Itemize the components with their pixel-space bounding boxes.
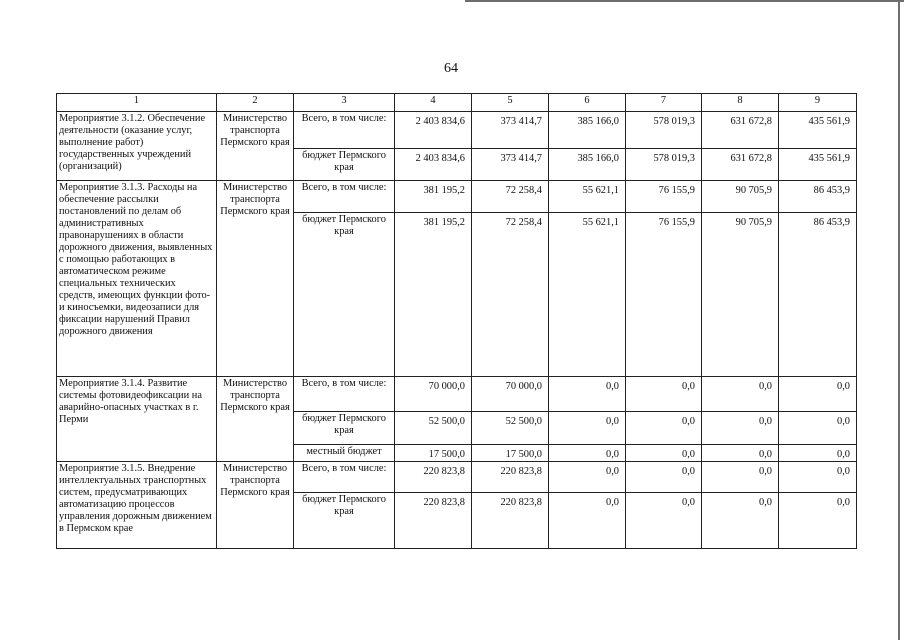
amount-cell: 76 155,9 xyxy=(626,213,702,377)
amount-cell: 0,0 xyxy=(626,493,702,549)
funding-source-cell: бюджет Пермского края xyxy=(294,149,395,181)
amount-cell: 0,0 xyxy=(549,377,626,412)
amount-cell: 578 019,3 xyxy=(626,112,702,149)
funding-source-cell: местный бюджет xyxy=(294,445,395,462)
amount-cell: 0,0 xyxy=(779,377,857,412)
amount-cell: 220 823,8 xyxy=(395,493,472,549)
executor-cell: Министерство транспорта Пермского края xyxy=(217,377,294,462)
amount-cell: 90 705,9 xyxy=(702,181,779,213)
measure-name-cell: Мероприятие 3.1.4. Развитие системы фотовидеофиксации на аварийно-опасных участках в г. Перми xyxy=(57,377,217,462)
amount-cell: 55 621,1 xyxy=(549,213,626,377)
amount-cell: 0,0 xyxy=(626,462,702,493)
amount-cell: 0,0 xyxy=(779,445,857,462)
amount-cell: 72 258,4 xyxy=(472,181,549,213)
amount-cell: 220 823,8 xyxy=(472,493,549,549)
funding-source-cell: бюджет Пермского края xyxy=(294,412,395,445)
funding-source-cell: Всего, в том числе: xyxy=(294,181,395,213)
executor-cell: Министерство транспорта Пермского края xyxy=(217,462,294,549)
header-cell: 4 xyxy=(395,94,472,112)
header-cell: 1 xyxy=(57,94,217,112)
amount-cell: 76 155,9 xyxy=(626,181,702,213)
header-cell: 7 xyxy=(626,94,702,112)
header-cell: 5 xyxy=(472,94,549,112)
amount-cell: 435 561,9 xyxy=(779,112,857,149)
header-cell: 2 xyxy=(217,94,294,112)
executor-cell: Министерство транспорта Пермского края xyxy=(217,112,294,181)
table-row xyxy=(57,377,857,412)
amount-cell: 0,0 xyxy=(702,445,779,462)
amount-cell: 52 500,0 xyxy=(472,412,549,445)
table-row xyxy=(57,112,857,149)
scan-edge-top xyxy=(465,0,904,2)
amount-cell: 385 166,0 xyxy=(549,112,626,149)
amount-cell: 0,0 xyxy=(549,412,626,445)
amount-cell: 381 195,2 xyxy=(395,213,472,377)
amount-cell: 70 000,0 xyxy=(395,377,472,412)
amount-cell: 0,0 xyxy=(626,377,702,412)
header-cell: 6 xyxy=(549,94,626,112)
amount-cell: 373 414,7 xyxy=(472,149,549,181)
amount-cell: 0,0 xyxy=(549,445,626,462)
amount-cell: 385 166,0 xyxy=(549,149,626,181)
funding-source-cell: бюджет Пермского края xyxy=(294,493,395,549)
page-number: 64 xyxy=(444,61,458,76)
amount-cell: 86 453,9 xyxy=(779,213,857,377)
amount-cell: 631 672,8 xyxy=(702,149,779,181)
amount-cell: 17 500,0 xyxy=(395,445,472,462)
table-row xyxy=(57,462,857,493)
amount-cell: 578 019,3 xyxy=(626,149,702,181)
amount-cell: 220 823,8 xyxy=(472,462,549,493)
amount-cell: 2 403 834,6 xyxy=(395,112,472,149)
amount-cell: 0,0 xyxy=(779,462,857,493)
header-row xyxy=(57,94,857,112)
funding-source-cell: бюджет Пермского края xyxy=(294,213,395,377)
measure-name-cell: Мероприятие 3.1.3. Расходы на обеспечение рассылки постановлений по делам об административных правонарушениях в области дорожного движения, выявленных с помощью работающих в автоматическом режиме специальных технических средств, имеющих функции фото- и киносъемки, видеозаписи для фиксации нарушений Правил дорожного движения xyxy=(57,181,217,377)
table-row xyxy=(57,181,857,213)
amount-cell: 52 500,0 xyxy=(395,412,472,445)
amount-cell: 381 195,2 xyxy=(395,181,472,213)
amount-cell: 0,0 xyxy=(779,412,857,445)
amount-cell: 86 453,9 xyxy=(779,181,857,213)
amount-cell: 435 561,9 xyxy=(779,149,857,181)
amount-cell: 0,0 xyxy=(549,493,626,549)
amount-cell: 2 403 834,6 xyxy=(395,149,472,181)
amount-cell: 0,0 xyxy=(549,462,626,493)
header-cell: 8 xyxy=(702,94,779,112)
amount-cell: 0,0 xyxy=(702,377,779,412)
amount-cell: 220 823,8 xyxy=(395,462,472,493)
amount-cell: 17 500,0 xyxy=(472,445,549,462)
header-cell: 3 xyxy=(294,94,395,112)
amount-cell: 0,0 xyxy=(702,412,779,445)
amount-cell: 373 414,7 xyxy=(472,112,549,149)
funding-source-cell: Всего, в том числе: xyxy=(294,112,395,149)
scan-edge-right xyxy=(898,0,900,640)
amount-cell: 0,0 xyxy=(626,412,702,445)
amount-cell: 0,0 xyxy=(702,462,779,493)
amount-cell: 0,0 xyxy=(779,493,857,549)
funding-source-cell: Всего, в том числе: xyxy=(294,377,395,412)
amount-cell: 631 672,8 xyxy=(702,112,779,149)
amount-cell: 0,0 xyxy=(702,493,779,549)
program-table xyxy=(56,93,857,549)
funding-source-cell: Всего, в том числе: xyxy=(294,462,395,493)
amount-cell: 72 258,4 xyxy=(472,213,549,377)
measure-name-cell: Мероприятие 3.1.2. Обеспечение деятельности (оказание услуг, выполнение работ) государственных учреждений (организаций) xyxy=(57,112,217,181)
amount-cell: 70 000,0 xyxy=(472,377,549,412)
amount-cell: 90 705,9 xyxy=(702,213,779,377)
header-cell: 9 xyxy=(779,94,857,112)
measure-name-cell: Мероприятие 3.1.5. Внедрение интеллектуальных транспортных систем, предусматривающих автоматизацию процессов управления дорожным движением в Пермском крае xyxy=(57,462,217,549)
executor-cell: Министерство транспорта Пермского края xyxy=(217,181,294,377)
amount-cell: 55 621,1 xyxy=(549,181,626,213)
amount-cell: 0,0 xyxy=(626,445,702,462)
